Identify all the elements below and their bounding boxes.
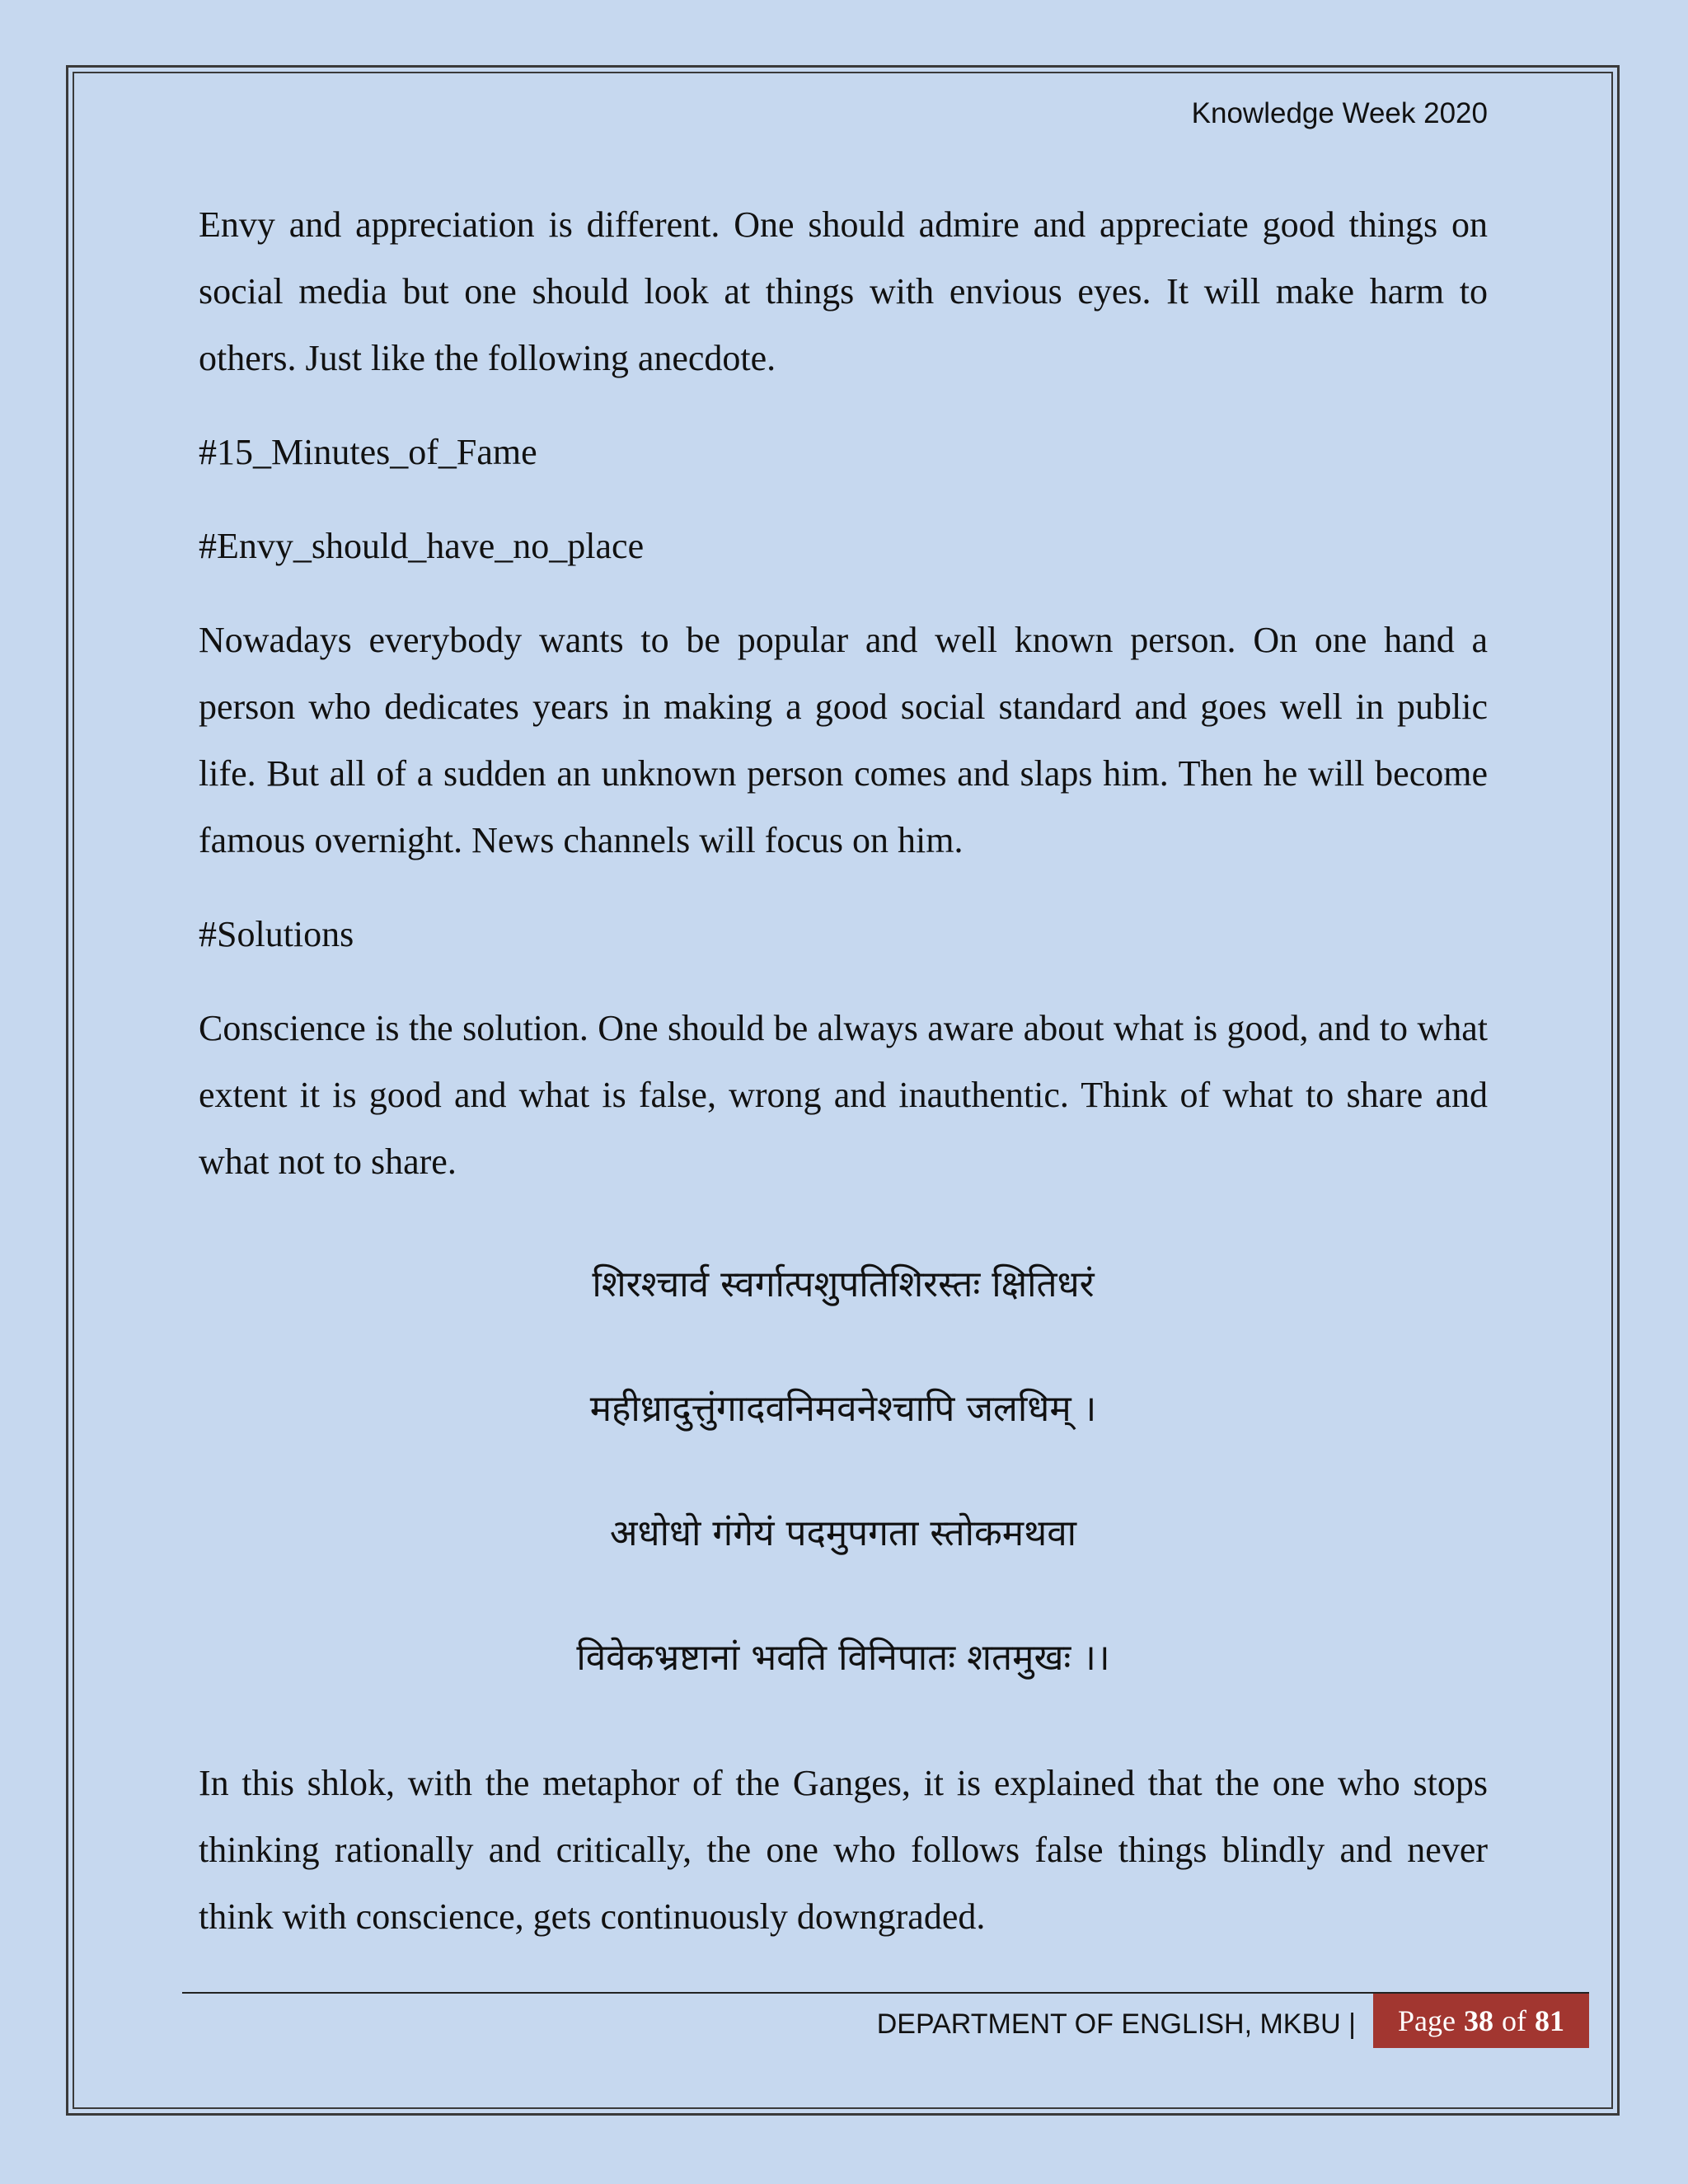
paragraph-envy-appreciation: Envy and appreciation is different. One should admire and appreciate good things on social media but one should look at things with envious eyes. It will make harm to others. Just like the following anecdote. (199, 204, 1488, 378)
hashtag-fifteen-minutes-of-fame: #15_Minutes_of_Fame (199, 432, 537, 472)
hashtag-envy-no-place: #Envy_should_have_no_place (199, 526, 645, 566)
shlok-line-2: महीध्रादुत्तुंगादवनिमवनेश्चापि जलधिम् । (589, 1388, 1097, 1430)
paragraph-shlok-explanation: In this shlok, with the metaphor of the Ganges, it is explained that the one who stops thinking rationally and critically, the one who follows false things blindly and never think with conscience, gets continuously downgraded. (199, 1763, 1488, 1937)
shlok-line-4: विवेकभ्रष्टानां भवति विनिपातः शतमुखः ।। (576, 1637, 1110, 1679)
shlok-line-1: शिरश्चार्व स्वर्गात्पशुपतिशिरस्तः क्षितिधरं (592, 1263, 1095, 1305)
page-label: Page (1398, 2004, 1456, 2037)
paragraph-popularity: Nowadays everybody wants to be popular and well known person. On one hand a person who dedicates years in making a good social standard and goes well in public life. But all of a sudden an unknown person comes and slaps him. Then he will become famous overnight. News channels will focus on him. (199, 620, 1488, 860)
footer-department: DEPARTMENT OF ENGLISH, MKBU | (876, 2008, 1356, 2040)
hashtag-solutions: #Solutions (199, 914, 354, 954)
paragraph-conscience: Conscience is the solution. One should be always aware about what is good, and to what extent it is good and what is false, wrong and inauthentic. Think of what to share and what not to share. (199, 1008, 1488, 1182)
page-number-badge (1373, 1994, 1589, 2048)
page-number: 38 (1463, 2004, 1493, 2037)
running-header: Knowledge Week 2020 (1191, 97, 1488, 129)
page-content (199, 191, 1488, 1977)
page-of-label: of (1501, 2004, 1526, 2037)
shlok-line-3: अधोधो गंगेयं पदमुपगता स्तोकमथवा (609, 1512, 1077, 1554)
sanskrit-shlok (199, 1222, 1488, 1720)
page-total: 81 (1534, 2004, 1564, 2037)
